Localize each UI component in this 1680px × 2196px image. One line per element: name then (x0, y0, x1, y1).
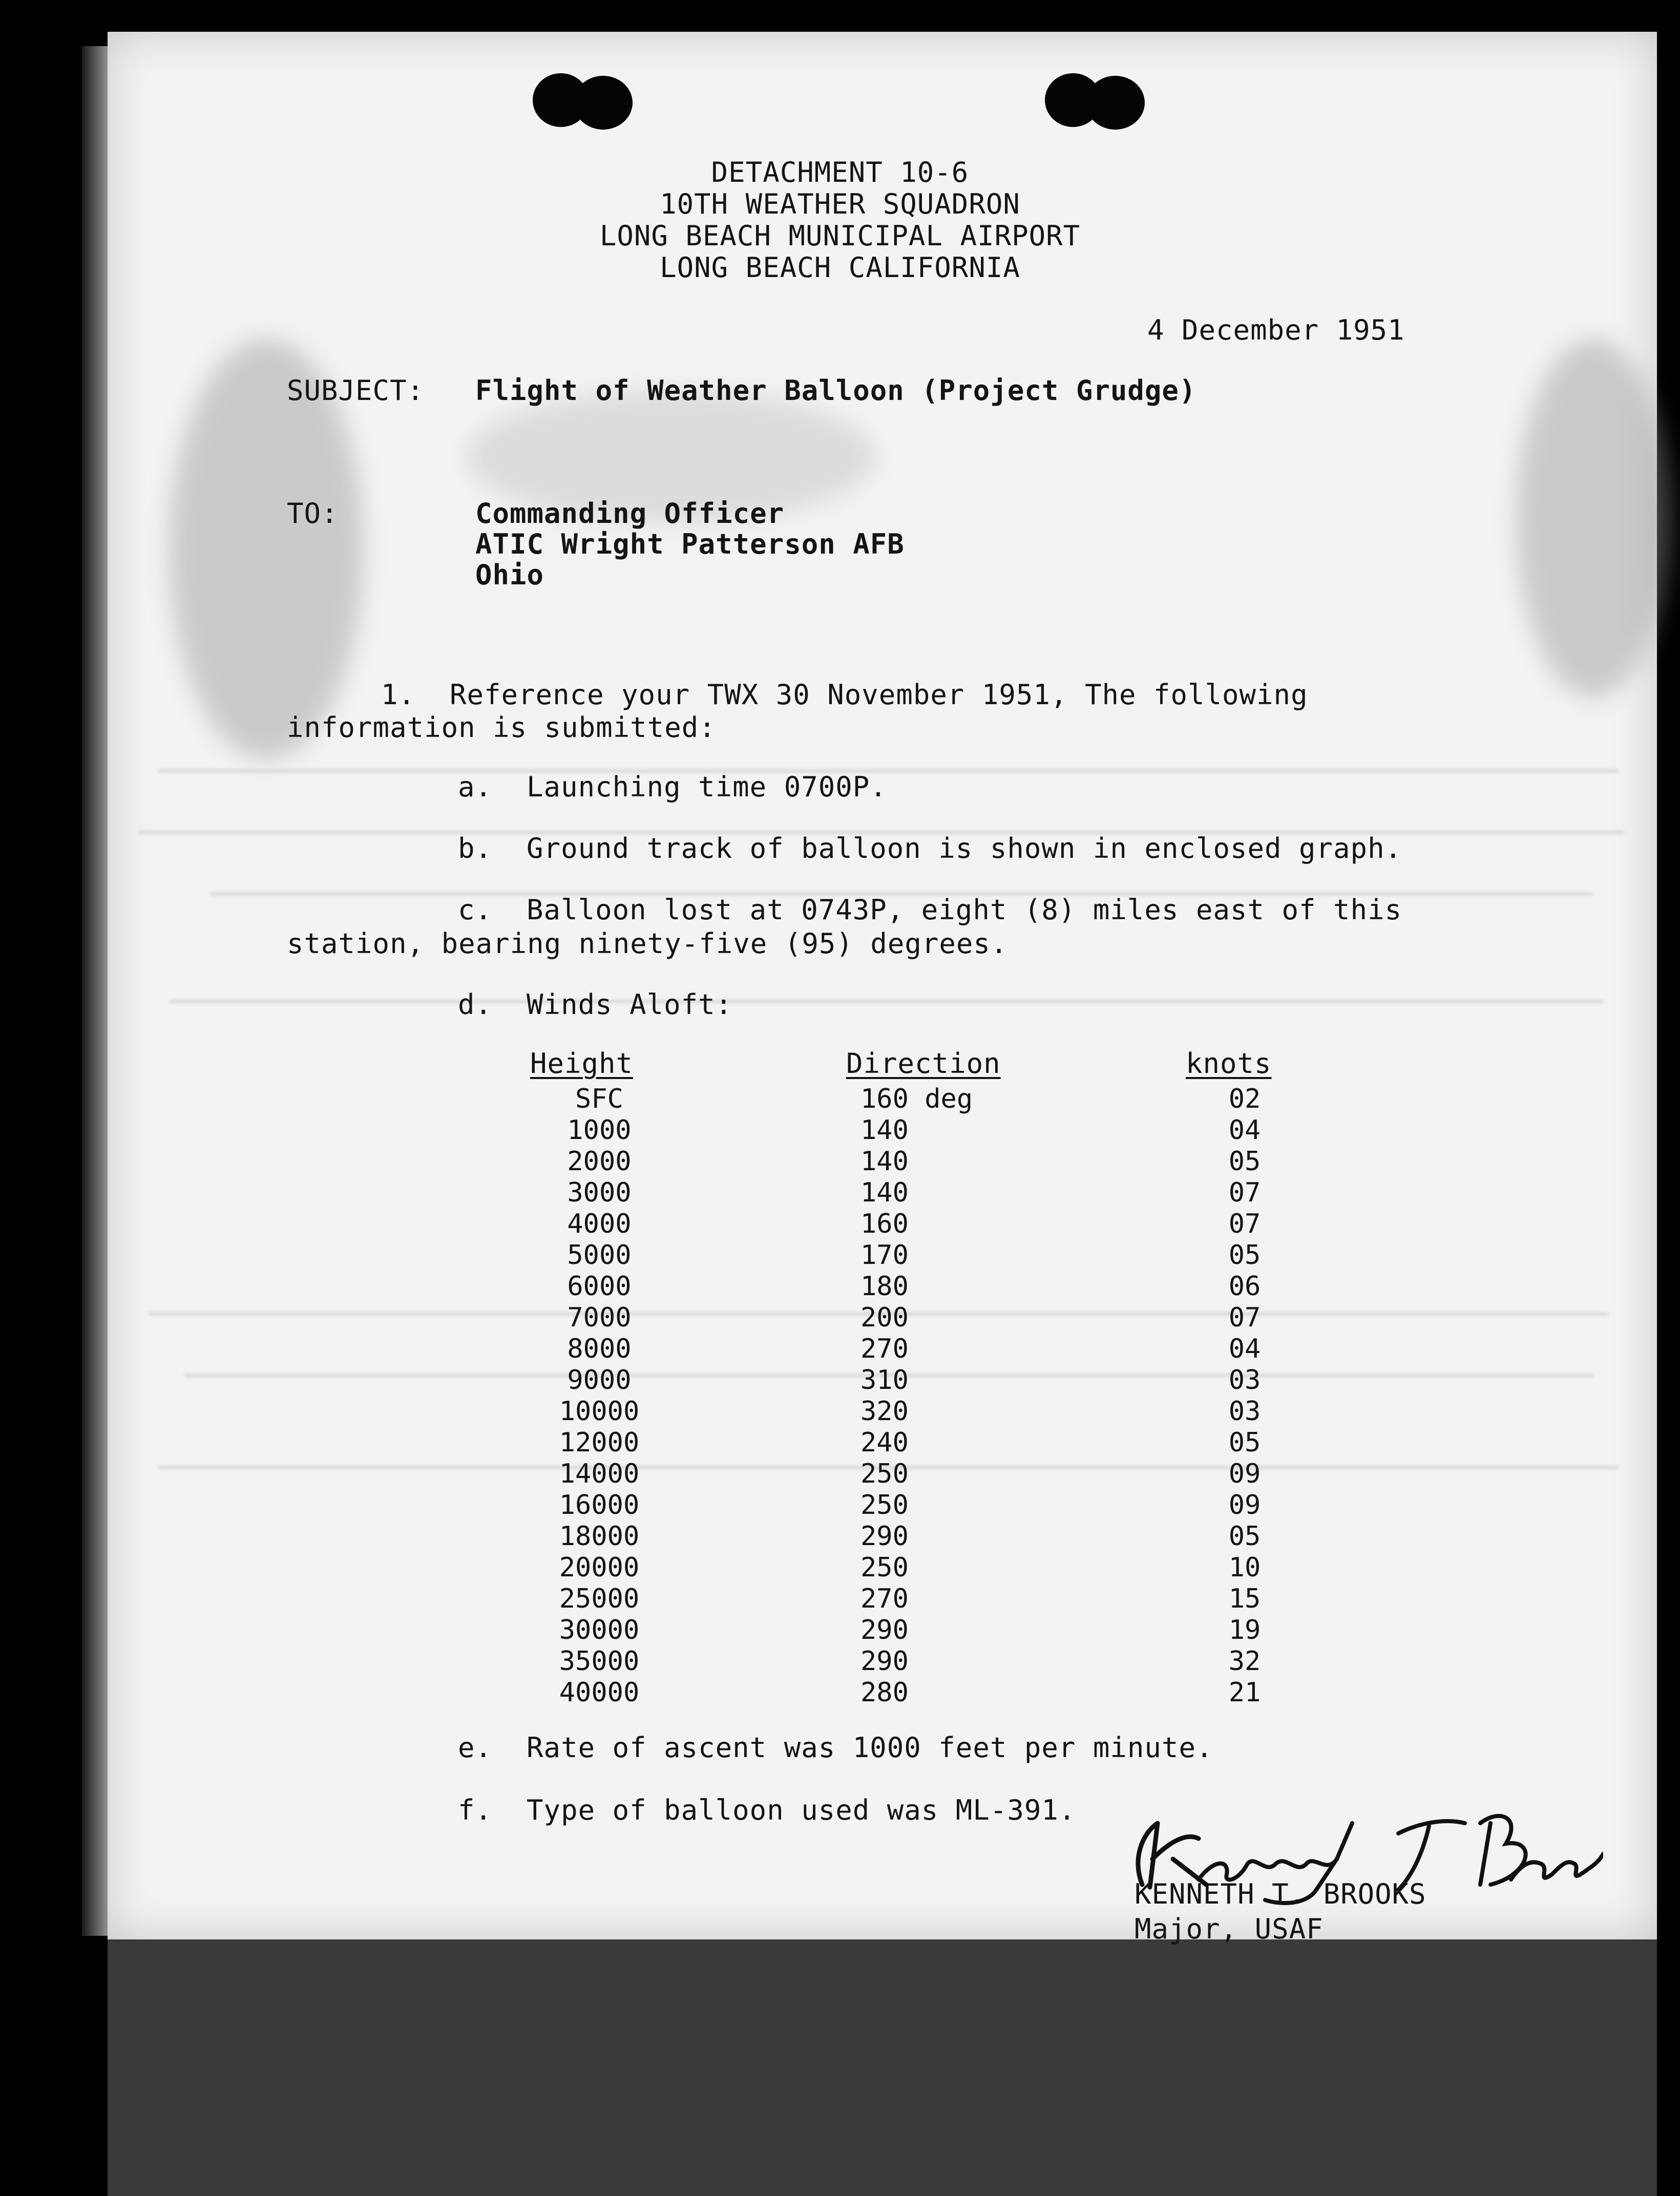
letter-date: 4 December 1951 (1147, 314, 1405, 346)
table-cell-knots: 32 (1228, 1646, 1261, 1677)
table-cell-knots: 07 (1228, 1177, 1261, 1208)
table-cell-height: 2000 (567, 1146, 632, 1177)
table-cell-knots: 03 (1228, 1365, 1261, 1396)
height-column (522, 1084, 676, 1708)
table-cell-direction: 140 (860, 1146, 909, 1177)
table-cell-height: 7000 (567, 1302, 632, 1333)
table-cell-direction: 270 (860, 1334, 909, 1364)
item-e: e. Rate of ascent was 1000 feet per minute. (458, 1732, 1213, 1764)
table-cell-knots: 15 (1228, 1583, 1261, 1614)
direction-column (860, 1084, 1055, 1708)
table-cell-height: 16000 (559, 1490, 640, 1521)
table-cell-height: 20000 (559, 1552, 640, 1583)
table-cell-direction: 200 (860, 1302, 909, 1333)
table-cell-height: 5000 (567, 1240, 632, 1271)
item-f: f. Type of balloon used was ML-391. (458, 1794, 1076, 1826)
table-cell-knots: 07 (1228, 1209, 1261, 1239)
table-cell-knots: 05 (1228, 1521, 1261, 1552)
item-d: d. Winds Aloft: (458, 988, 733, 1021)
table-cell-height: 18000 (559, 1521, 640, 1552)
table-cell-height: SFC (575, 1084, 623, 1114)
table-cell-knots: 05 (1228, 1427, 1261, 1458)
item-c-line-2: station, bearing ninety-five (95) degrees. (287, 927, 1008, 960)
table-cell-knots: 09 (1228, 1459, 1261, 1489)
table-cell-knots: 09 (1228, 1490, 1261, 1521)
subject-label: SUBJECT: (287, 374, 425, 407)
table-cell-direction: 180 (860, 1271, 909, 1302)
table-cell-knots: 03 (1228, 1396, 1261, 1427)
to-label: TO: (287, 497, 339, 530)
table-cell-height: 8000 (567, 1334, 632, 1364)
table-cell-direction: 170 (860, 1240, 909, 1271)
table-cell-height: 25000 (559, 1583, 640, 1614)
header-height: Height (530, 1047, 634, 1080)
table-cell-direction: 290 (860, 1646, 909, 1677)
subject-text: Flight of Weather Balloon (Project Grudge) (475, 374, 1196, 407)
table-cell-height: 40000 (559, 1677, 640, 1708)
letterhead-line-3: LONG BEACH MUNICIPAL AIRPORT (599, 220, 1081, 252)
table-cell-height: 12000 (559, 1427, 640, 1458)
to-line-3: Ohio (475, 559, 544, 591)
toner-smudge (1516, 339, 1670, 698)
letterhead-line-1: DETACHMENT 10-6 (711, 156, 969, 188)
table-cell-direction: 240 (860, 1427, 909, 1458)
table-cell-knots: 21 (1228, 1677, 1261, 1708)
table-cell-direction: 280 (860, 1677, 909, 1708)
table-cell-height: 4000 (567, 1209, 632, 1239)
table-cell-knots: 10 (1228, 1552, 1261, 1583)
para1-line-1: 1. Reference your TWX 30 November 1951, The following (381, 679, 1308, 711)
table-cell-height: 14000 (559, 1459, 640, 1489)
table-cell-knots: 06 (1228, 1271, 1261, 1302)
table-cell-knots: 04 (1228, 1115, 1261, 1146)
table-cell-direction: 250 (860, 1490, 909, 1521)
table-cell-direction: 250 (860, 1459, 909, 1489)
table-cell-knots: 07 (1228, 1302, 1261, 1333)
table-cell-knots: 04 (1228, 1334, 1261, 1364)
table-cell-height: 35000 (559, 1646, 640, 1677)
table-cell-height: 3000 (567, 1177, 632, 1208)
page-bottom-margin (108, 1939, 1657, 2196)
punch-hole-left (533, 71, 635, 130)
table-cell-knots: 19 (1228, 1615, 1261, 1645)
item-a: a. Launching time 0700P. (458, 771, 887, 803)
table-cell-direction: 140 (860, 1115, 909, 1146)
letterhead-line-2: 10TH WEATHER SQUADRON (660, 188, 1020, 220)
header-knots: knots (1186, 1047, 1272, 1080)
table-cell-height: 6000 (567, 1271, 632, 1302)
table-cell-direction: 160 (860, 1209, 909, 1239)
table-cell-height: 30000 (559, 1615, 640, 1645)
table-cell-height: 10000 (559, 1396, 640, 1427)
table-cell-direction: 140 (860, 1177, 909, 1208)
item-c-line-1: c. Balloon lost at 0743P, eight (8) miles east of this (458, 894, 1402, 926)
table-cell-knots: 05 (1228, 1146, 1261, 1177)
table-cell-direction: 250 (860, 1552, 909, 1583)
table-cell-direction: 270 (860, 1583, 909, 1614)
table-cell-direction: 290 (860, 1521, 909, 1552)
copy-streak (169, 1000, 1603, 1003)
para1-line-2: information is submitted: (287, 711, 716, 744)
table-cell-direction: 160 deg (860, 1084, 973, 1114)
signer-name: KENNETH T. BROOKS (1135, 1878, 1426, 1910)
header-direction: Direction (846, 1047, 1001, 1080)
copy-streak (159, 769, 1619, 773)
table-cell-direction: 290 (860, 1615, 909, 1645)
table-cell-height: 1000 (567, 1115, 632, 1146)
table-cell-direction: 310 (860, 1365, 909, 1396)
table-cell-height: 9000 (567, 1365, 632, 1396)
table-cell-knots: 02 (1228, 1084, 1261, 1114)
item-b: b. Ground track of balloon is shown in enclosed graph. (458, 832, 1402, 864)
signer-rank: Major, USAF (1135, 1913, 1324, 1945)
punch-hole-right (1045, 71, 1147, 130)
table-cell-knots: 05 (1228, 1240, 1261, 1271)
table-cell-direction: 320 (860, 1396, 909, 1427)
to-line-1: Commanding Officer (475, 497, 785, 530)
letterhead-line-4: LONG BEACH CALIFORNIA (660, 251, 1020, 284)
knots-column (1168, 1084, 1321, 1708)
to-line-2: ATIC Wright Patterson AFB (475, 528, 905, 560)
